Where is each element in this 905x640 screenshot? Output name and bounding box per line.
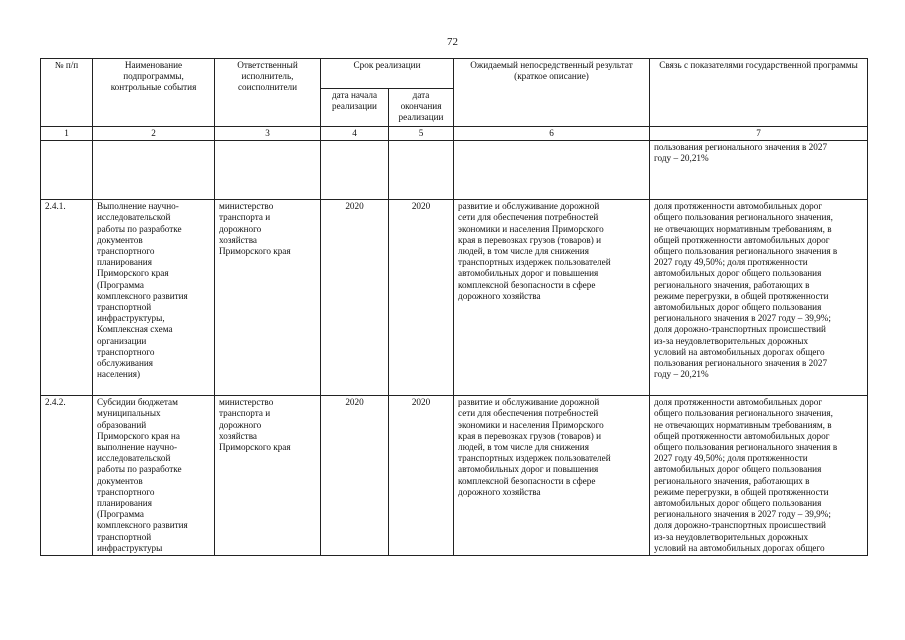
row-result: развитие и обслуживание дорожной сети для обеспечения потребностей экономики и населения Приморского края в перевозках грузов (товаров) и людей, в том числе для снижения транспортных издержек пользователей автомобильных дорог и повышения комплексной безопасности в сфере дорожного хозяйства	[454, 396, 650, 556]
page-number: 72	[447, 36, 458, 48]
header-executor: Ответственный исполнитель, соисполнители	[215, 59, 321, 127]
row-start-date: 2020	[321, 396, 389, 556]
table-row	[41, 200, 868, 396]
header-number: № п/п	[41, 59, 93, 127]
continuation-link-text: пользования регионального значения в 2027 году – 20,21%	[650, 141, 868, 200]
row-number: 2.4.1.	[41, 200, 93, 396]
row-link: доля протяженности автомобильных дорог общего пользования регионального значения, не отвечающих нормативным требованиям, в общей протяженности автомобильных дорог общего пользования регионального значения в 2027 году 49,50%; доля протяженности автомобильных дорог общего пользования регионального значения, работающих в режиме перегрузки, в общей протяженности автомобильных дорог общего пользования регионального значения в 2027 году – 39,9%; доля дорожно-транспортных происшествий из-за неудовлетворительных дорожных условий на автомобильных дорогах общего	[650, 396, 868, 556]
row-executor: министерство транспорта и дорожного хозяйства Приморского края	[215, 396, 321, 556]
header-link: Связь с показателями государственной программы	[650, 59, 868, 127]
table-row	[41, 396, 868, 556]
column-number-row	[41, 127, 868, 141]
row-end-date: 2020	[389, 200, 454, 396]
row-start-date: 2020	[321, 200, 389, 396]
row-name: Субсидии бюджетам муниципальных образований Приморского края на выполнение научно- исследовательской работы по разработке документов транспортного планирования (Программа комплексного развития транспортной инфраструктуры	[93, 396, 215, 556]
column-number: 2	[93, 127, 215, 141]
row-end-date: 2020	[389, 396, 454, 556]
column-number: 1	[41, 127, 93, 141]
row-result: развитие и обслуживание дорожной сети для обеспечения потребностей экономики и населения Приморского края в перевозках грузов (товаров) и людей, в том числе для снижения транспортных издержек пользователей автомобильных дорог и повышения комплексной безопасности в сфере дорожного хозяйства	[454, 200, 650, 396]
plan-table	[40, 58, 868, 556]
column-number: 5	[389, 127, 454, 141]
column-number: 6	[454, 127, 650, 141]
column-number: 4	[321, 127, 389, 141]
row-link: доля протяженности автомобильных дорог общего пользования регионального значения, не отвечающих нормативным требованиям, в общей протяженности автомобильных дорог общего пользования регионального значения в 2027 году 49,50%; доля протяженности автомобильных дорог общего пользования регионального значения, работающих в режиме перегрузки, в общей протяженности автомобильных дорог общего пользования регионального значения в 2027 году – 39,9%; доля дорожно-транспортных происшествий из-за неудовлетворительных дорожных условий на автомобильных дорогах общего пользования регионального значения в 2027 году – 20,21%	[650, 200, 868, 396]
row-executor: министерство транспорта и дорожного хозяйства Приморского края	[215, 200, 321, 396]
header-name: Наименование подпрограммы, контрольные события	[93, 59, 215, 127]
header-term: Срок реализации	[321, 59, 454, 89]
header-row	[41, 59, 868, 89]
header-end-date: дата окончания реализации	[389, 89, 454, 127]
row-number: 2.4.2.	[41, 396, 93, 556]
header-result: Ожидаемый непосредственный результат (краткое описание)	[454, 59, 650, 127]
column-number: 7	[650, 127, 868, 141]
column-number: 3	[215, 127, 321, 141]
continuation-row	[41, 141, 868, 200]
row-name: Выполнение научно- исследовательской работы по разработке документов транспортного планирования Приморского края (Программа комплексного развития транспортной инфраструктуры, Комплексная схема организации транспортного обслуживания населения)	[93, 200, 215, 396]
header-start-date: дата начала реализации	[321, 89, 389, 127]
